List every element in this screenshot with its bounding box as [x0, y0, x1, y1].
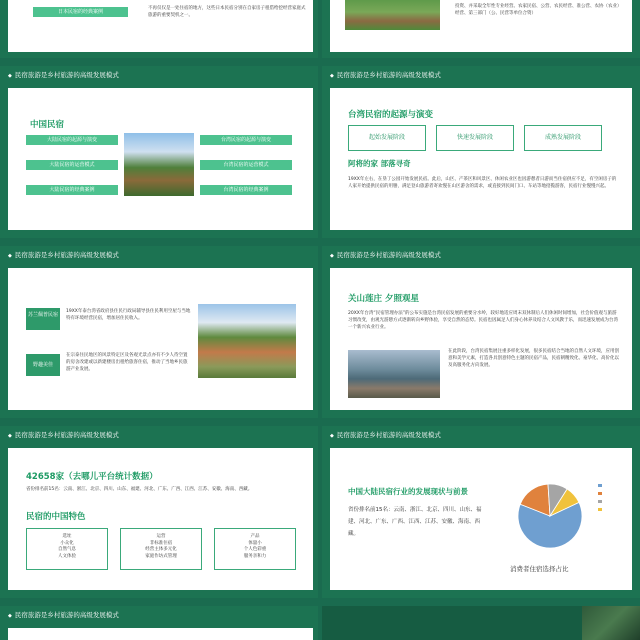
stage-button-1[interactable]: 起始发展阶段 — [348, 125, 426, 151]
slide-card — [8, 268, 313, 410]
mountain-town-photo — [124, 133, 194, 196]
feature-box-2: 运营 非标准住宿 经营主体多元化 家庭作坊式管理 — [120, 528, 202, 570]
legend-swatches — [598, 484, 628, 511]
feature-box-3: 产品 体量小 个人色彩重 服务亲和力 — [214, 528, 296, 570]
case-text: 不再仅仅是一处住宿的地方，这些日本民宿分别在自家房子租借给挖经营家庭式旅游的重要契机之一。 — [148, 6, 306, 18]
slide-6[interactable] — [322, 426, 640, 598]
text-2: 在宗泰住民地区的风景特定区及各观光景点亦有不少人待空置的房舍改建或以新建楼房出租给旅客住宿，推动了当地乡民旅游产业发展。 — [66, 353, 188, 372]
slide-header: ◆ 民宿旅游是乡村旅游的高级发展模式 — [330, 250, 441, 259]
slide-header: ◆ 民宿旅游是乡村旅游的高级发展模式 — [8, 610, 119, 619]
right-text: 投资、并采取全年性专业经营。农家民宿、公营、农民经营、准公营、农协（农业）经营、第三部门（公、民营等单位合资） — [455, 4, 620, 16]
body-text-2: 在此阶段，台湾民宿集展注重多样化发展，很多民宿结合当地的自然人文环境，应用创意和美学元素，打造各具创意特色主题的民宿产品，民宿朝精致化、豪华化、高价化以及高服务化方向发展。 — [448, 349, 619, 368]
slide-8[interactable] — [322, 606, 640, 640]
legend-blue-swatch — [598, 484, 602, 487]
legend-gray-swatch — [598, 500, 602, 503]
slide-header: ◆ 民宿旅游是乡村旅游的高级发展模式 — [8, 250, 119, 259]
village-aerial-photo — [198, 304, 296, 378]
case-pill: 日本民宿的经典案例 — [33, 7, 128, 17]
tag-2: 野趣美佳 — [26, 354, 60, 376]
legend-yellow-swatch — [598, 508, 602, 511]
stage-button-3[interactable]: 成熟发展阶段 — [524, 125, 602, 151]
slide-header: ◆ 民宿旅游是乡村旅游的高级发展模式 — [330, 70, 441, 79]
slide-header: ◆ 民宿旅游是乡村旅游的高级发展模式 — [8, 430, 119, 439]
lake-village-photo — [348, 350, 440, 398]
ranking-text: 省份排名前15名：云南、浙江、北京、四川、山东、福建、河北、广东、广西、江西、江苏、安徽、海南、西藏。 — [26, 487, 253, 492]
slide-card — [330, 268, 632, 410]
slide-5[interactable] — [0, 426, 318, 598]
ranking-text: 省份排名前15名：云南、浙江、北京、四川、山东、福建、河北、广东、广西、江西、江苏、安徽、海南、西藏。 — [348, 507, 482, 537]
pill-right-2[interactable]: 台湾民宿的运营模式 — [200, 160, 292, 170]
slide-1[interactable] — [0, 66, 318, 238]
text-1: 19XX年泰台湾省政府县住民行政局辅导县住民利用空屋与当地特有环境经营民宿，增加居住民收入。 — [66, 309, 191, 321]
forest-photo — [582, 606, 640, 640]
slide-2[interactable] — [322, 66, 640, 238]
legend-orange-swatch — [598, 492, 602, 495]
pill-left-1[interactable]: 大陆民宿的起源与演变 — [26, 135, 118, 145]
body-text: 19XX年左右，在垦丁公园开始发展民宿。此后，山区、产茶区和风景区、休闲农业区也因游憩者日游而当住宿供应不足，有空闲房子的人家开始提供民宿的用膳，满足登山旅游者寄欢慢在山区游舍的需求，或直接到民间门口、车站等地招揽游客，民宿行业慢慢兴起。 — [348, 177, 617, 189]
slide-card — [330, 448, 632, 590]
chart-caption: 消费者住宿选择占比 — [510, 565, 569, 573]
body-text: 20XX年台湾“民宿管理办法”的公布实施是台湾民宿发展的重要分水岭，较好地适应周末双休制后人们休闲时间增加，社会价值观与旅游习惯改变，由观光游憩方式逐渐转向乡野体验，享受自然的态势。民宿也因属足人们身心休养及结合人文风教于乐，而迅速发展成为台湾一个新兴农业行业。 — [348, 311, 618, 330]
pill-right-3[interactable]: 台湾民宿的经典案例 — [200, 185, 292, 195]
slide-3[interactable] — [0, 246, 318, 418]
slide-header: ◆ 民宿旅游是乡村旅游的高级发展模式 — [8, 70, 119, 79]
slide-title: 中国大陆民宿行业的发展现状与前景 — [348, 487, 468, 496]
slide-card — [8, 88, 313, 230]
slide-card — [330, 0, 632, 52]
slide-card — [8, 628, 313, 640]
features-title: 民宿的中国特色 — [26, 512, 86, 522]
slide-0-right[interactable] — [322, 0, 640, 58]
slide-header: ◆ 民宿旅游是乡村旅游的高级发展模式 — [330, 430, 441, 439]
stat-title: 42658家（去哪儿平台统计数据） — [26, 472, 158, 482]
pie-chart — [500, 466, 600, 566]
subtitle: 阿将的家 部落寻奇 — [348, 159, 411, 168]
slide-7[interactable] — [0, 606, 318, 640]
slide-4[interactable] — [322, 246, 640, 418]
slide-title: 关山莲庄 夕照观星 — [348, 294, 419, 304]
slide-0-left[interactable] — [0, 0, 318, 58]
feature-box-1: 选址 小众化 自然气息 人文体验 — [26, 528, 108, 570]
stage-button-2[interactable]: 快速发展阶段 — [436, 125, 514, 151]
slide-title: 台湾民宿的起源与演变 — [348, 110, 434, 120]
village-photo — [345, 0, 440, 30]
pill-left-3[interactable]: 大陆民宿的经典案例 — [26, 185, 118, 195]
slide-title: 中国民宿 — [30, 120, 65, 130]
slide-card — [330, 88, 632, 230]
pill-left-2[interactable]: 大陆民宿的运营模式 — [26, 160, 118, 170]
slide-card — [8, 448, 313, 590]
slide-card — [8, 0, 313, 52]
pill-right-1[interactable]: 台湾民宿的起源与演变 — [200, 135, 292, 145]
tag-1: 苏兰佩普民宿 — [26, 308, 60, 330]
